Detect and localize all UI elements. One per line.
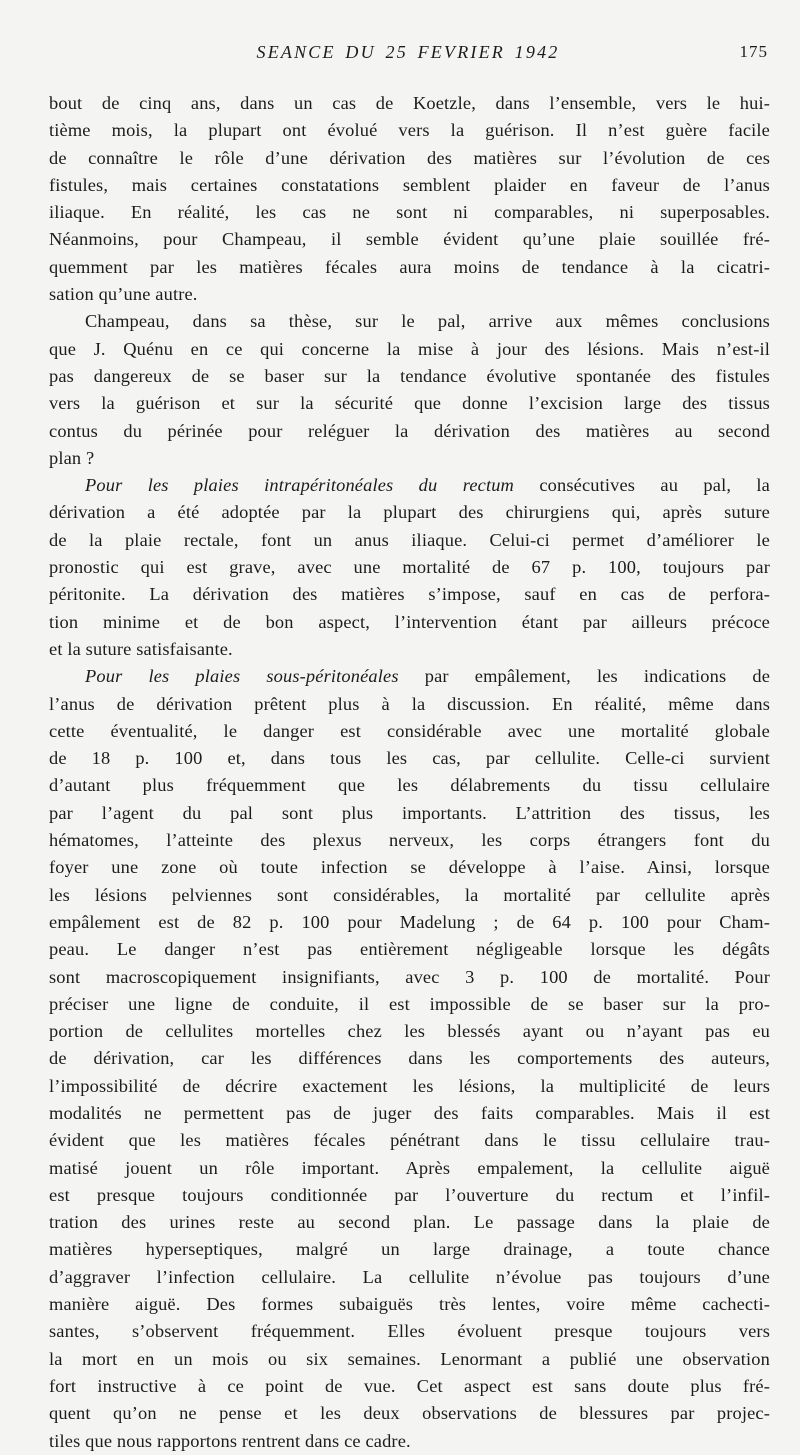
text-line: contus du périnée pour reléguer la dérivation des matières au second xyxy=(49,420,770,441)
text-line: foyer une zone où toute infection se développe à l’aise. Ainsi, lorsque xyxy=(49,857,770,878)
text-line: de 18 p. 100 et, dans tous les cas, par cellulite. Celle-ci survient xyxy=(49,748,770,769)
text-line: tiles que nous rapportons rentrent dans ce cadre. xyxy=(49,1430,411,1451)
text-line: bout de cinq ans, dans un cas de Koetzle, dans l’ensemble, vers le hui- xyxy=(49,93,770,113)
text-line: pronostic qui est grave, avec une mortalité de 67 p. 100, toujours par xyxy=(49,557,770,578)
text-line: tration des urines reste au second plan. Le passage dans la plaie de xyxy=(49,1212,770,1233)
paragraph-3 xyxy=(49,472,770,663)
text-line: évident que les matières fécales pénétrant dans le tissu cellulaire trau- xyxy=(49,1130,770,1151)
page-number: 175 xyxy=(739,42,768,61)
text-line: et la suture satisfaisante. xyxy=(49,638,233,659)
running-header xyxy=(48,42,768,68)
first-line-rest: consécutives au pal, la xyxy=(539,475,770,496)
text-line: les lésions pelviennes sont considérables, la mortalité par cellulite après xyxy=(49,884,770,905)
text-line: est presque toujours conditionnée par l’ouverture du rectum et l’infil- xyxy=(49,1184,770,1205)
text-line: iliaque. En réalité, les cas ne sont ni comparables, ni superposables. xyxy=(49,202,770,223)
text-line: que J. Quénu en ce qui concerne la mise à jour des lésions. Mais n’est-il xyxy=(49,338,770,359)
text-line: peau. Le danger n’est pas entièrement négligeable lorsque les dégâts xyxy=(49,939,770,960)
text-line: de dérivation, car les différences dans les comportements des auteurs, xyxy=(49,1048,770,1069)
text-line xyxy=(49,663,770,690)
italic-lead: Pour les plaies intrapéritonéales du rectum xyxy=(85,475,514,496)
text-line: matières hyperseptiques, malgré un large drainage, a toute chance xyxy=(49,1239,770,1260)
text-line: vers la guérison et sur la sécurité que donne l’excision large des tissus xyxy=(49,393,770,414)
text-line: dérivation a été adoptée par la plupart des chirurgiens qui, après suture xyxy=(49,502,770,523)
text-line: hématomes, l’atteinte des plexus nerveux, les corps étrangers font du xyxy=(49,830,770,851)
text-line: préciser une ligne de conduite, il est impossible de se baser sur la pro- xyxy=(49,993,770,1014)
text-line: cette éventualité, le danger est considérable avec une mortalité globale xyxy=(49,720,770,741)
text-line: l’anus de dérivation prêtent plus à la discussion. En réalité, même dans xyxy=(49,693,770,714)
text-line: plan ? xyxy=(49,447,95,468)
text-line: l’impossibilité de décrire exactement les lésions, la multiplicité de leurs xyxy=(49,1075,770,1096)
text-line: pas dangereux de se baser sur la tendance évolutive spontanée des fistules xyxy=(49,365,770,386)
text-line: modalités ne permettent pas de juger des faits comparables. Mais il est xyxy=(49,1102,770,1123)
text-line: de la plaie rectale, font un anus iliaque. Celui-ci permet d’améliorer le xyxy=(49,529,770,550)
text-line: péritonite. La dérivation des matières s’impose, sauf en cas de perfora- xyxy=(49,584,770,605)
text-line: santes, s’observent fréquemment. Elles évoluent presque toujours vers xyxy=(49,1321,770,1342)
text-line: tième mois, la plupart ont évolué vers la guérison. Il n’est guère facile xyxy=(49,120,770,141)
text-line: sont macroscopiquement insignifiants, avec 3 p. 100 de mortalité. Pour xyxy=(49,966,770,987)
text-line: fistules, mais certaines constatations semblent plaider en faveur de l’anus xyxy=(49,174,770,195)
text-line: Néanmoins, pour Champeau, il semble évident qu’une plaie souillée fré- xyxy=(49,229,770,250)
text-line: empâlement est de 82 p. 100 pour Madelung ; de 64 p. 100 pour Cham- xyxy=(49,911,770,932)
paragraph-4 xyxy=(49,663,770,1455)
italic-lead: Pour les plaies sous-péritonéales xyxy=(85,666,399,687)
paragraph-1 xyxy=(49,90,770,308)
text-line: manière aiguë. Des formes subaiguës très lentes, voire même cachecti- xyxy=(49,1294,770,1315)
text-line: quent qu’on ne pense et les deux observations de blessures par projec- xyxy=(49,1403,770,1424)
text-line: la mort en un mois ou six semaines. Lenormant a publié une observation xyxy=(49,1348,770,1369)
text-line: fort instructive à ce point de vue. Cet aspect est sans doute plus fré- xyxy=(49,1375,770,1396)
text-line: quemment par les matières fécales aura moins de tendance à la cicatri- xyxy=(49,256,770,277)
text-line: sation qu’une autre. xyxy=(49,284,198,305)
body-text xyxy=(49,90,770,1455)
text-line: par l’agent du pal sont plus importants. L’attrition des tissus, les xyxy=(49,802,770,823)
text-line: portion de cellulites mortelles chez les blessés ayant ou n’ayant pas eu xyxy=(49,1021,770,1042)
first-line-rest: par empâlement, les indications de xyxy=(424,666,771,687)
paragraph-2 xyxy=(49,308,770,472)
text-line: matisé jouent un rôle important. Après empalement, la cellulite aiguë xyxy=(49,1157,770,1178)
text-line xyxy=(49,472,770,499)
text-line: de connaître le rôle d’une dérivation des matières sur l’évolution de ces xyxy=(49,147,770,168)
running-title: SEANCE DU 25 FEVRIER 1942 xyxy=(256,42,560,62)
text-line: d’autant plus fréquemment que les délabrements du tissu cellulaire xyxy=(49,775,770,796)
text-line: tion minime et de bon aspect, l’intervention étant par ailleurs précoce xyxy=(49,611,770,632)
text-line: d’aggraver l’infection cellulaire. La cellulite n’évolue pas toujours d’une xyxy=(49,1266,770,1287)
text-line: Champeau, dans sa thèse, sur le pal, arrive aux mêmes conclusions xyxy=(85,311,770,332)
